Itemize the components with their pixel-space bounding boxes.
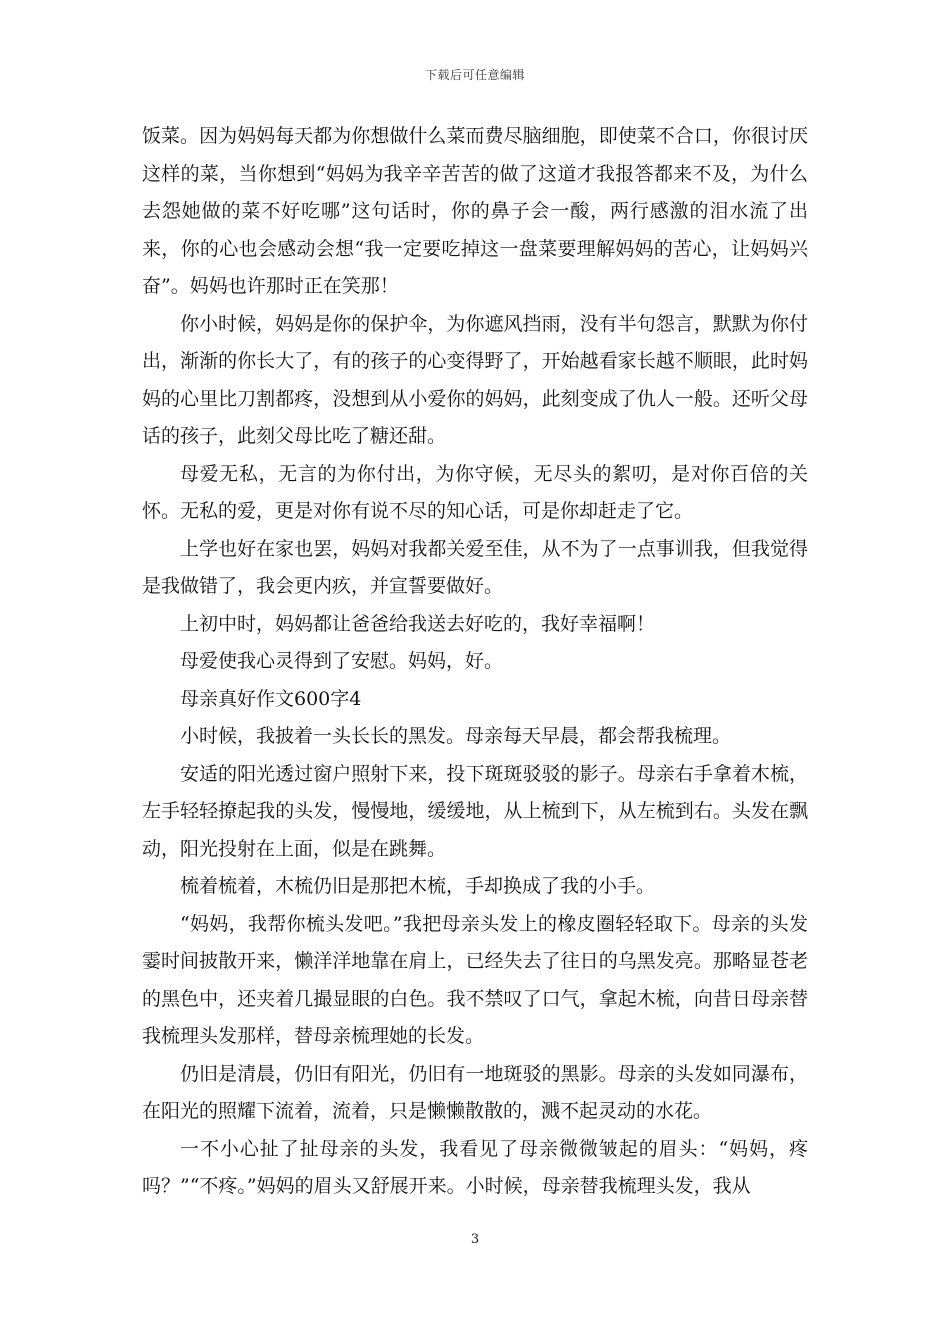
paragraph-2: 你小时候，妈妈是你的保护伞，为你遮风挡雨，没有半句怨言，默默为你付出，渐渐的你长大了，有的孩子的心变得野了，开始越看家长越不顺眼，此时妈妈的心里比刀割都疼，没想到从小爱你的妈妈，此刻变成了仇人一般。还听父母话的孩子，此刻父母比吃了糖还甜。 bbox=[142, 312, 808, 447]
paragraph-4: 上学也好在家也罢，妈妈对我都关爱至佳，从不为了一点事训我，但我觉得是我做错了，我会更内疚，并宣誓要做好。 bbox=[142, 537, 808, 597]
paragraph-10: “妈妈，我帮你梳头发吧。”我把母亲头发上的橡皮圈轻轻取下。母亲的头发霎时间披散开来，懒洋洋地靠在肩上，已经失去了往日的乌黑发亮。那略显苍老的黑色中，还夹着几撮显眼的白色。我不禁叹了口气，拿起木梳，向昔日母亲替我梳理头发那样，替母亲梳理她的长发。 bbox=[142, 912, 808, 1047]
document-body bbox=[142, 118, 808, 1206]
paragraph-11: 仍旧是清晨，仍旧有阳光，仍旧有一地斑驳的黑影。母亲的头发如同瀑布，在阳光的照耀下流着，流着，只是懒懒散散的，溅不起灵动的水花。 bbox=[142, 1062, 808, 1122]
paragraph-6: 母爱使我心灵得到了安慰。妈妈，好。 bbox=[180, 650, 504, 672]
paragraph-1: 饭菜。因为妈妈每天都为你想做什么菜而费尽脑细胞，即使菜不合口，你很讨厌这样的菜，当你想到“妈妈为我辛辛苦苦的做了这道才我报答都来不及，为什么去怨她做的菜不好吃哪”这句话时，你的鼻子会一酸，两行感激的泪水流了出来，你的心也会感动会想“我一定要吃掉这一盘菜要理解妈妈的苦心，让妈妈兴奋”。妈妈也许那时正在笑那！ bbox=[142, 125, 808, 297]
paragraph-5: 上初中时，妈妈都让爸爸给我送去好吃的，我好幸福啊！ bbox=[180, 612, 656, 635]
paragraph-12: 一不小心扯了扯母亲的头发，我看见了母亲微微皱起的眉头：“妈妈，疼吗？”“不疼。”妈妈的眉头又舒展开来。小时候，母亲替我梳理头发，我从 bbox=[142, 1137, 808, 1197]
paragraph-9: 梳着梳着，木梳仍旧是那把木梳，手却换成了我的小手。 bbox=[180, 875, 656, 897]
page-number: 3 bbox=[470, 1232, 480, 1247]
paragraph-7: 小时候，我披着一头长长的黑发。母亲每天早晨，都会帮我梳理。 bbox=[180, 725, 732, 747]
page-header: 下载后可任意编辑 bbox=[424, 68, 525, 82]
paragraph-3: 母爱无私，无言的为你付出，为你守候，无尽头的絮叨，是对你百倍的关怀。无私的爱，更是对你有说不尽的知心话，可是你却赶走了它。 bbox=[142, 462, 808, 522]
paragraph-8: 安适的阳光透过窗户照射下来，投下斑斑驳驳的影子。母亲右手拿着木梳，左手轻轻撩起我的头发，慢慢地，缓缓地，从上梳到下，从左梳到右。头发在飘动，阳光投射在上面，似是在跳舞。 bbox=[142, 762, 808, 860]
section-heading: 母亲真好作文600字4 bbox=[180, 687, 362, 710]
